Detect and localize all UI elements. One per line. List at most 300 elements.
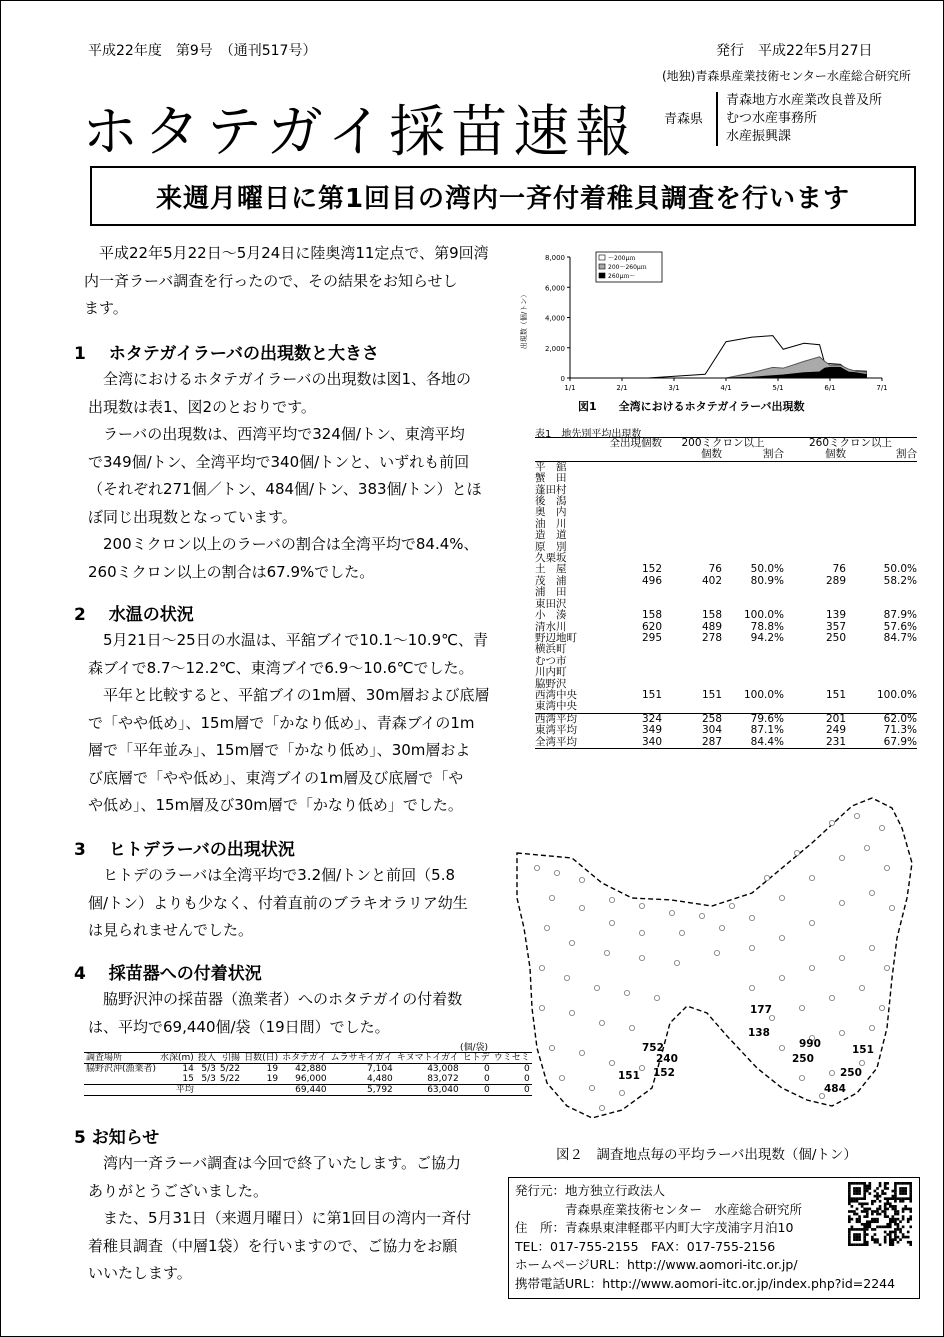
qr-module [881, 1190, 884, 1193]
qr-module [871, 1213, 874, 1216]
issue-number: 平成22年度 第9号 （通刊517号） [88, 43, 317, 59]
qr-module [874, 1233, 877, 1236]
qr-module [899, 1238, 902, 1241]
x-tick-label: 7/1 [876, 384, 888, 392]
qr-module [892, 1205, 895, 1208]
station-dot [544, 925, 549, 930]
section-line: 湾内一斉ラーバ調査は今回で終了いたします。ご協力 [103, 1154, 462, 1172]
qr-module [853, 1187, 856, 1190]
cell: 15 [182, 1074, 194, 1084]
table1-subheader-row [535, 449, 917, 461]
table1-value [722, 656, 784, 667]
table1-value [846, 701, 917, 713]
qr-module [858, 1192, 861, 1195]
collector-avg-row [84, 1085, 532, 1096]
qr-module [894, 1195, 897, 1198]
qr-module [871, 1210, 874, 1213]
table1-value [662, 701, 722, 713]
qr-module [856, 1190, 859, 1193]
qr-module [871, 1236, 874, 1239]
qr-module [902, 1218, 905, 1221]
station-dot [604, 950, 609, 955]
qr-module [871, 1218, 874, 1221]
qr-module [879, 1243, 882, 1246]
qr-module [861, 1197, 864, 1200]
station-dot [569, 940, 574, 945]
station-label: 240 [656, 1053, 678, 1065]
table1-col-header: 200ミクロン以上 [681, 437, 765, 449]
cell: 0 [483, 1064, 490, 1074]
table1-value: 67.9% [883, 735, 917, 748]
table1-value [846, 485, 917, 496]
section-line: で「やや低め」、15m層で「かなり低め」、青森ブイの1m [88, 713, 475, 732]
table1-title: 表1 地先別平均出現数 [535, 429, 642, 440]
station-dot [549, 1045, 554, 1050]
section-line: いいたします。 [88, 1264, 192, 1282]
station-dot [539, 1005, 544, 1010]
table1-value: 84.4% [750, 735, 784, 748]
cell: 0 [523, 1085, 530, 1095]
station-dot [729, 903, 734, 908]
qr-code-icon[interactable] [848, 1182, 912, 1246]
qr-module [861, 1202, 864, 1205]
qr-module [909, 1200, 912, 1203]
table1-value: 57.6% [883, 620, 917, 633]
table1-header-row [535, 438, 917, 450]
table1-value [662, 473, 722, 484]
qr-module [884, 1241, 887, 1244]
collector-header: 投入 [197, 1053, 216, 1063]
station-dot [779, 935, 784, 940]
intro-line: 平成22年5月22日～5月24日に陸奥湾11定点で、第9回湾 [99, 244, 489, 262]
table1-value: 151 [641, 688, 662, 701]
table1-row [535, 644, 917, 655]
qr-module [902, 1190, 905, 1193]
station-dot [884, 965, 889, 970]
bay-map [512, 788, 932, 1138]
section-line: 個/トン）よりも少なく、付着直前のブラキオラリア幼生 [88, 893, 468, 912]
station-dot [679, 930, 684, 935]
qr-module [894, 1208, 897, 1211]
station-dot [879, 1005, 884, 1010]
station-dot [854, 813, 859, 818]
collector-header: 引揚 [222, 1053, 241, 1063]
table1-row [535, 599, 917, 610]
qr-module [897, 1223, 900, 1226]
qr-module [899, 1197, 902, 1200]
table1-value: 76 [708, 563, 722, 576]
cell [218, 1085, 242, 1096]
qr-module [902, 1200, 905, 1203]
station-dot [749, 945, 754, 950]
qr-module [863, 1210, 866, 1213]
qr-module [909, 1218, 912, 1221]
qr-module [904, 1190, 907, 1193]
cell: 96,000 [295, 1074, 327, 1084]
table1-location: 平 舘 [535, 460, 567, 473]
table1-value: 50.0% [750, 563, 784, 576]
table1-value: 231 [825, 735, 846, 748]
section-2 [74, 603, 514, 820]
qr-module [902, 1215, 905, 1218]
qr-module [861, 1243, 864, 1246]
table1-row [535, 622, 917, 633]
qr-module [866, 1202, 869, 1205]
homepage-link[interactable]: ホームページURL：http://www.aomori-itc.or.jp/ [515, 1257, 798, 1273]
qr-module [886, 1208, 889, 1211]
station-dot [869, 1025, 874, 1030]
table1-value: 620 [641, 620, 662, 633]
station-dot [769, 1015, 774, 1020]
masthead-title: ホタテガイ採苗速報 [82, 100, 638, 165]
table1-value [662, 656, 722, 667]
qr-module [907, 1182, 910, 1185]
table1-location: むつ市 [535, 654, 567, 667]
table1-value [662, 461, 722, 473]
qr-module [909, 1241, 912, 1244]
table1-value [722, 667, 784, 678]
table1-value: 79.6% [750, 712, 784, 725]
table1-location: 茂 浦 [535, 574, 567, 587]
table1-row [535, 461, 917, 473]
y-tick-label: 4,000 [544, 314, 565, 323]
qr-module [907, 1236, 910, 1239]
qr-module [897, 1197, 900, 1200]
station-dot [639, 955, 644, 960]
section-title: 5 お知らせ [74, 1128, 160, 1148]
qr-module [886, 1182, 889, 1185]
qr-module [892, 1243, 895, 1246]
legend-swatch [599, 255, 605, 260]
qr-module [884, 1182, 887, 1185]
table1-row [535, 553, 917, 564]
qr-module [851, 1218, 854, 1221]
station-dot [884, 865, 889, 870]
qr-module [889, 1205, 892, 1208]
qr-module [899, 1187, 902, 1190]
station-dot [619, 1090, 624, 1095]
cell: 0 [523, 1064, 530, 1074]
qr-module [902, 1233, 905, 1236]
qr-module [863, 1192, 866, 1195]
qr-module [858, 1218, 861, 1221]
qr-module [904, 1192, 907, 1195]
section-line: （それぞれ271個／トン、484個/トン、383個/トン）とほ [88, 480, 482, 498]
phone-line: TEL：017-755-2155 FAX：017-755-2156 [515, 1238, 776, 1254]
table1-value [846, 496, 917, 507]
qr-module [884, 1213, 887, 1216]
qr-module [876, 1238, 879, 1241]
station-dot [794, 850, 799, 855]
section-line: ヒトデのラーバは全湾平均で3.2個/トンと前回（5.8 [103, 866, 456, 884]
qr-module [879, 1200, 882, 1203]
qr-module [892, 1208, 895, 1211]
qr-module [848, 1197, 851, 1200]
qr-module [853, 1197, 856, 1200]
station-dot [839, 900, 844, 905]
qr-module [874, 1228, 877, 1231]
table1-row [535, 576, 917, 587]
qr-module [894, 1197, 897, 1200]
station-dot [839, 1030, 844, 1035]
qr-module [863, 1202, 866, 1205]
station-dot [859, 1060, 864, 1065]
table1-value: 151 [701, 688, 722, 701]
table1-value [662, 530, 722, 541]
qr-module [866, 1220, 869, 1223]
qr-module [886, 1197, 889, 1200]
table1-value [597, 473, 662, 484]
qr-module [863, 1236, 866, 1239]
qr-module [863, 1215, 866, 1218]
qr-module [884, 1226, 887, 1229]
qr-module [858, 1202, 861, 1205]
table1-value: 250 [825, 631, 846, 644]
legend-swatch [599, 273, 605, 278]
qr-module [907, 1220, 910, 1223]
qr-module [889, 1233, 892, 1236]
qr-module [909, 1190, 912, 1193]
cell: 69,440 [295, 1085, 327, 1095]
mobile-link[interactable]: 携帯電話URL：http://www.aomori-itc.or.jp/index.php?id=2244 [515, 1275, 896, 1291]
qr-module [858, 1243, 861, 1246]
x-tick-label: 3/1 [668, 384, 680, 392]
qr-module [856, 1197, 859, 1200]
qr-module [886, 1202, 889, 1205]
qr-module [897, 1226, 900, 1229]
qr-module [876, 1192, 879, 1195]
x-tick-label: 4/1 [720, 384, 732, 392]
table1-row [535, 690, 917, 701]
section-line: 200ミクロン以上のラーバの割合は全湾平均で84.4%、 [103, 535, 479, 553]
station-dot [779, 895, 784, 900]
qr-module [851, 1210, 854, 1213]
table1-row [535, 656, 917, 667]
qr-module [904, 1197, 907, 1200]
legend-swatch [599, 264, 605, 269]
qr-module [899, 1228, 902, 1231]
station-dot [639, 930, 644, 935]
qr-module [889, 1226, 892, 1229]
section-line: 260ミクロン以上の割合は67.9%でした。 [88, 562, 375, 581]
qr-module [884, 1197, 887, 1200]
cell: 14 [182, 1064, 194, 1074]
qr-module [868, 1223, 871, 1226]
qr-module [874, 1238, 877, 1241]
qr-module [894, 1228, 897, 1231]
station-dot [579, 905, 584, 910]
qr-module [904, 1208, 907, 1211]
qr-module [856, 1213, 859, 1216]
qr-module [884, 1192, 887, 1195]
qr-module [853, 1233, 856, 1236]
collector-table [84, 1052, 532, 1096]
qr-module [889, 1220, 892, 1223]
qr-module [856, 1218, 859, 1221]
qr-module [892, 1218, 895, 1221]
intro-line: ます。 [84, 299, 128, 317]
qr-module [861, 1223, 864, 1226]
qr-module [868, 1220, 871, 1223]
qr-module [897, 1182, 900, 1185]
qr-module [889, 1231, 892, 1234]
table1-row [535, 496, 917, 507]
station-dot [839, 855, 844, 860]
qr-module [886, 1187, 889, 1190]
table1-value [597, 507, 662, 518]
table1-location: 東湾中央 [535, 700, 577, 713]
qr-module [874, 1190, 877, 1193]
qr-module [879, 1195, 882, 1198]
qr-module [848, 1190, 851, 1193]
table1-location: 原 別 [535, 540, 567, 553]
qr-module [876, 1241, 879, 1244]
table1-value: 100.0% [743, 688, 784, 701]
table1-value: 278 [701, 631, 722, 644]
station-dot [539, 965, 544, 970]
station-dot [809, 920, 814, 925]
qr-module [894, 1187, 897, 1190]
qr-module [902, 1192, 905, 1195]
station-label: 990 [799, 1038, 821, 1050]
collector-row [84, 1074, 532, 1085]
qr-module [879, 1185, 882, 1188]
table1-value [722, 473, 784, 484]
table1-value [846, 519, 917, 530]
qr-module [861, 1210, 864, 1213]
qr-module [909, 1195, 912, 1198]
qr-module [876, 1210, 879, 1213]
cell [196, 1085, 218, 1096]
qr-module [863, 1185, 866, 1188]
org-divider [716, 92, 720, 146]
qr-module [884, 1187, 887, 1190]
qr-module [856, 1200, 859, 1203]
legend-label: ～200μｍ [608, 255, 636, 262]
station-dot [869, 890, 874, 895]
table1-value: 349 [641, 724, 662, 737]
qr-module [894, 1192, 897, 1195]
station-dot [889, 905, 894, 910]
qr-module [851, 1182, 854, 1185]
table1-value [662, 496, 722, 507]
table1-value [784, 644, 846, 655]
station-dot [599, 1105, 604, 1110]
station-dot [589, 1085, 594, 1090]
qr-module [868, 1192, 871, 1195]
qr-module [904, 1205, 907, 1208]
qr-module [897, 1236, 900, 1239]
qr-module [907, 1218, 910, 1221]
qr-module [866, 1213, 869, 1216]
qr-module [897, 1241, 900, 1244]
table1-value [784, 461, 846, 473]
table1-value [784, 473, 846, 484]
qr-module [907, 1241, 910, 1244]
table1-col-header: 260ミクロン以上 [808, 437, 893, 449]
table1-value: 295 [641, 631, 662, 644]
table1-value [784, 519, 846, 530]
qr-module [897, 1228, 900, 1231]
qr-module [874, 1218, 877, 1221]
qr-module [892, 1197, 895, 1200]
qr-module [897, 1213, 900, 1216]
qr-module [848, 1233, 851, 1236]
legend-label: 200～260μｍ [608, 264, 647, 271]
table1-avg-row [535, 713, 917, 725]
station-dot [779, 975, 784, 980]
table1-location: 東湾平均 [535, 724, 577, 737]
table1-row [535, 610, 917, 621]
station-dot [579, 877, 584, 882]
x-tick-label: 2/1 [616, 384, 628, 392]
table1-value [597, 461, 662, 473]
section-3 [74, 838, 514, 945]
qr-module [848, 1215, 851, 1218]
cell: 5/22 [219, 1064, 241, 1074]
section-title: 2 水温の状況 [74, 605, 194, 625]
qr-module [858, 1233, 861, 1236]
qr-module [899, 1182, 902, 1185]
table1-value: 80.9% [750, 574, 784, 587]
qr-module [899, 1192, 902, 1195]
qr-module [866, 1228, 869, 1231]
table1-value [597, 701, 662, 713]
table1-value [846, 542, 917, 553]
table1-row [535, 485, 917, 496]
table1-value: 84.7% [883, 631, 917, 644]
section-1 [74, 342, 514, 586]
qr-module [866, 1185, 869, 1188]
qr-module [884, 1238, 887, 1241]
qr-module [856, 1220, 859, 1223]
qr-module [858, 1215, 861, 1218]
qr-module [871, 1202, 874, 1205]
table1-value: 78.8% [750, 620, 784, 633]
qr-module [902, 1208, 905, 1211]
collector-row [84, 1064, 532, 1075]
map-caption: 図２ 調査地点毎の平均ラーバ出現数（個/トン） [556, 1147, 857, 1163]
qr-module [876, 1213, 879, 1216]
cell: 63,040 [427, 1085, 459, 1095]
qr-module [884, 1236, 887, 1239]
table1-location: 西湾平均 [535, 712, 577, 725]
qr-module [899, 1200, 902, 1203]
collector-header: ムラサキイガイ [330, 1053, 393, 1063]
station-dot [609, 920, 614, 925]
table1-value: 87.9% [883, 609, 917, 622]
station-dot [699, 913, 704, 918]
qr-module [889, 1218, 892, 1221]
qr-module [889, 1197, 892, 1200]
qr-module [894, 1236, 897, 1239]
table1-value [846, 667, 917, 678]
table1-value [846, 644, 917, 655]
qr-module [866, 1210, 869, 1213]
table1-avg-row [535, 725, 917, 736]
qr-module [866, 1208, 869, 1211]
qr-module [894, 1233, 897, 1236]
collector-header: 調査場所 [86, 1053, 123, 1063]
table1-location: 清水川 [535, 620, 567, 633]
qr-module [907, 1231, 910, 1234]
table1-location: 野辺地町 [535, 631, 577, 644]
qr-module [853, 1228, 856, 1231]
section-line: 出現数は表1、図2のとおりです。 [88, 397, 316, 416]
address-line: 住 所：青森県東津軽郡平内町大字茂浦字月泊10 [515, 1220, 794, 1236]
table1-location: 土 屋 [535, 563, 567, 576]
cell: 83,072 [427, 1074, 459, 1084]
